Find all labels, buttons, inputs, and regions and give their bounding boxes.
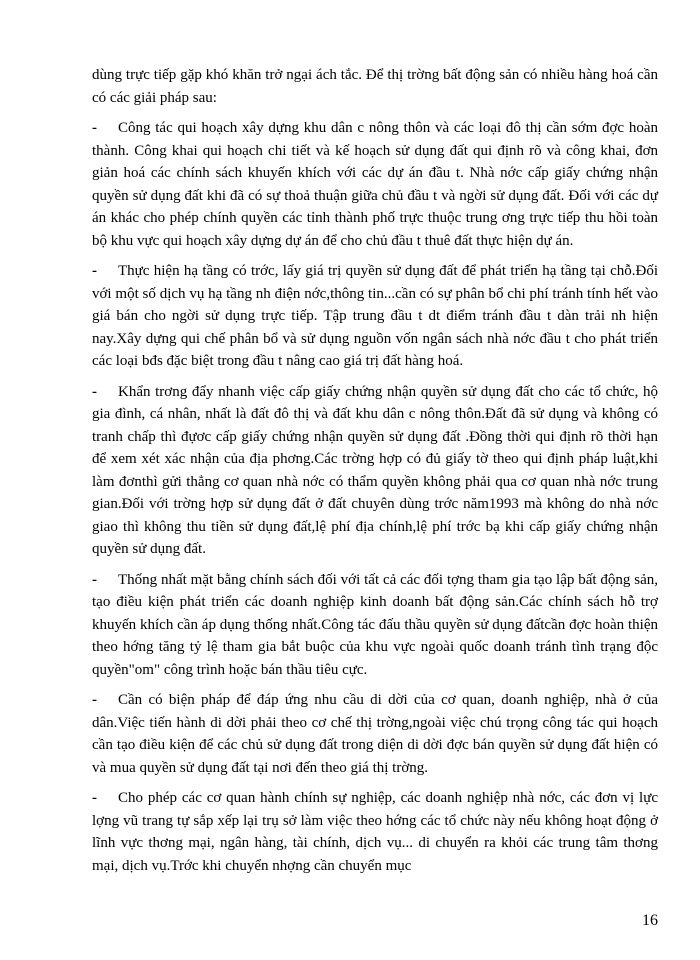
bullet-dash: - — [92, 571, 97, 588]
paragraph-text: dùng trực tiếp gặp khó khăn trở ngại ách tắc. Để thị trờng bất động sản có nhiều hàng hoá cần có các giải pháp sau: — [92, 67, 658, 106]
paragraph-text: Công tác qui hoạch xây dựng khu dân c nông thôn và các loại đô thị cần sớm đợc hoàn thành. Công khai qui hoạch chi tiết và kế hoạch sử dụng đất qui định rõ và công khai, đơn giản hoá các chính sách khuyến khích với các dự án đầu t. Nhà nớc cấp giấy chứng nhận quyền sử dụng đất khi đã có sự thoả thuận giữa chủ đầu t và ngời sử dụng đất. Đối với các dự án khác cho phép chính quyền các tỉnh thành phố trực thuộc trung ơng trực tiếp thu hồi toàn bộ khu vực qui hoạch xây dựng dự án để cho chủ đầu t thuê đất thực hiện dự án. — [92, 120, 658, 249]
paragraph-text: Thống nhất mặt bằng chính sách đối với tất cả các đối tợng tham gia tạo lập bất động sản, tạo điều kiện phát triển các doanh nghiệp kinh doanh bất động sản.Các chính sách hỗ trợ khuyến khích cần áp dụng thống nhất.Công tác đấu thầu quyền sử dụng đấtcần đợc hoàn thiện theo hớng tăng tỷ lệ tham gia bắt buộc của khu vực ngoài quốc doanh tránh tình trạng độc quyền"om" công trình hoặc bán thầu tiêu cực. — [92, 571, 658, 678]
bullet-paragraph — [92, 787, 658, 877]
bullet-dash: - — [92, 383, 97, 400]
bullet-paragraph — [92, 381, 658, 561]
page-number: 16 — [642, 912, 658, 929]
bullet-paragraph — [92, 569, 658, 682]
paragraph-intro — [92, 64, 658, 109]
bullet-dash: - — [92, 263, 97, 279]
bullet-paragraph — [92, 117, 658, 252]
bullet-paragraph — [92, 689, 658, 779]
paragraph-text: Khẩn trơng đẩy nhanh việc cấp giấy chứng nhận quyền sử dụng đất cho các tổ chức, hộ gia đình, cá nhân, nhất là đất đô thị và đất khu dân c nông thôn.Đất đã sử dụng và không có tranh chấp thì đựơc cấp giấy chứng nhận quyền sử dụng đất .Đồng thời qui định rõ thời hạn để xem xét xác nhận của địa phơng.Các trờng hợp có đủ giấy tờ theo qui định pháp luật,khi làm đơnthì gửi thẳng cơ quan nhà nớc có thẩm quyền không phải qua cơ quan nhà nớc trung gian.Đối với trờng hợp sử dụng đất ở đất chuyên dùng trớc năm1993 mà không do nhà nớc giao thì không thu tiền sử dụng đất,lệ phí địa chính,lệ phí trớc bạ khi cấp giấy chứng nhận quyền sử dụng đất. — [92, 383, 658, 557]
bullet-dash: - — [92, 120, 97, 136]
bullet-paragraph — [92, 260, 658, 373]
bullet-dash: - — [92, 692, 97, 708]
body-text — [92, 64, 658, 885]
paragraph-text: Thực hiện hạ tầng có trớc, lấy giá trị quyền sử dụng đất để phát triển hạ tầng tại chỗ.Đối với một số dịch vụ hạ tầng nh điện nớc,thông tin...cần có sự phân bổ chi phí tránh tính hết vào giá bán cho ngời sử dụng trực tiếp. Tập trung đầu t dt điểm tránh đầu t dàn trải nh hiện nay.Xây dựng qui chế phân bổ và sử dụng nguồn vốn ngân sách nhà nớc đầu t cho phát triển các loại bđs đặc biệt trong đầu t nâng cao giá trị đất hàng hoá. — [92, 263, 658, 369]
bullet-dash: - — [92, 790, 97, 806]
paragraph-text: Cho phép các cơ quan hành chính sự nghiệp, các doanh nghiệp nhà nớc, các đơn vị lực lợng vũ trang tự sắp xếp lại trụ sở làm việc theo hớng các tổ chức này nếu không hoạt động ở lĩnh vực thơng mại, ngân hàng, tài chính, dịch vụ... di chuyển ra khỏi các trung tâm thơng mại, dịch vụ.Trớc khi chuyển nhợng cần chuyển mục — [92, 790, 658, 874]
paragraph-text: Cần có biện pháp để đáp ứng nhu cầu di dời của cơ quan, doanh nghiệp, nhà ở của dân.Việc tiến hành di dời phải theo cơ chế thị trờng,ngoài việc chú trọng công tác qui hoạch cần tạo điều kiện để các chủ sử dụng đất trong diện di dời đợc bán quyền sử dụng đất hiện có và mua quyền sử dụng đất tại nơi đến theo giá thị trờng. — [92, 692, 658, 776]
